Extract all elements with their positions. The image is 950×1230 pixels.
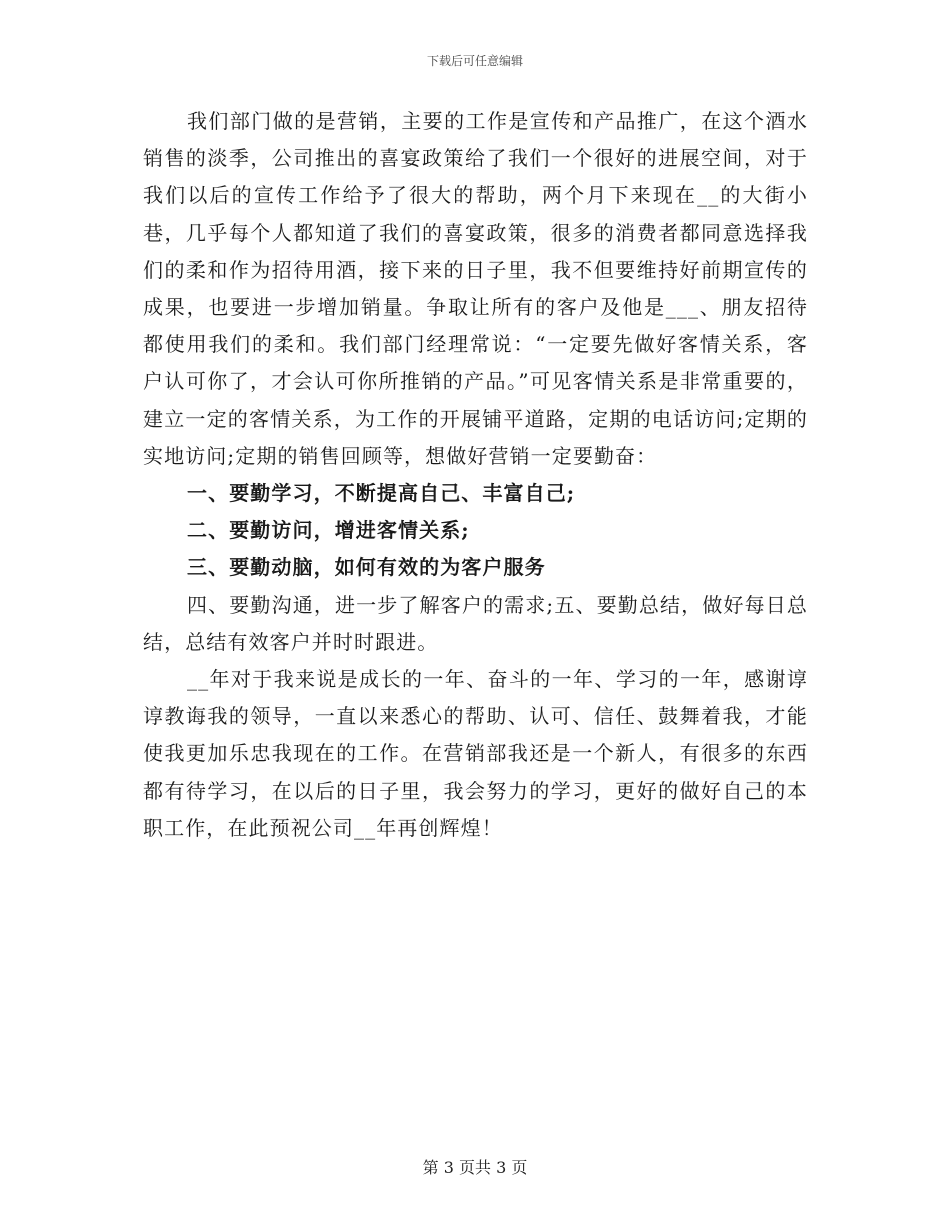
paragraph-marketing-work: 我们部门做的是营销，主要的工作是宣传和产品推广，在这个酒水销售的淡季，公司推出的喜宴政策给了我们一个很好的进展空间，对于我们以后的宣传工作给予了很大的帮助，两个月下来现在__的大街小巷，几乎每个人都知道了我们的喜宴政策，很多的消费者都同意选择我们的柔和作为招待用酒，接下来的日子里，我不但要维持好前期宣传的成果，也要进一步增加销量。争取让所有的客户及他是___、朋友招待都使用我们的柔和。我们部门经理常说：“一定要先做好客情关系，客户认可你了，才会认可你所推销的产品。”可见客情关系是非常重要的，建立一定的客情关系，为工作的开展铺平道路，定期的电话访问;定期的实地访问;定期的销售回顾等，想做好营销一定要勤奋： xyxy=(143,109,808,468)
heading-diligent-visits: 二、要勤访问，增进客情关系; xyxy=(187,518,470,543)
page-number: 第 3 页共 3 页 xyxy=(422,1158,528,1177)
paragraph-communication-summary: 四、要勤沟通，进一步了解客户的需求;五、要勤总结，做好每日总结，总结有效客户并时时跟进。 xyxy=(143,592,808,654)
heading-diligent-study: 一、要勤学习，不断提高自己、丰富自己; xyxy=(187,481,576,506)
page-header-note: 下载后可任意编辑 xyxy=(426,54,523,68)
document-body xyxy=(143,103,808,847)
heading-diligent-thinking: 三、要勤动脑，如何有效的为客户服务 xyxy=(187,555,546,580)
paragraph-year-reflection: __年对于我来说是成长的一年、奋斗的一年、学习的一年，感谢谆谆教诲我的领导，一直以来悉心的帮助、认可、信任、鼓舞着我，才能使我更加乐忠我现在的工作。在营销部我还是一个新人，有很多的东西都有待学习，在以后的日子里，我会努力的学习，更好的做好自己的本职工作，在此预祝公司__年再创辉煌！ xyxy=(143,667,808,840)
